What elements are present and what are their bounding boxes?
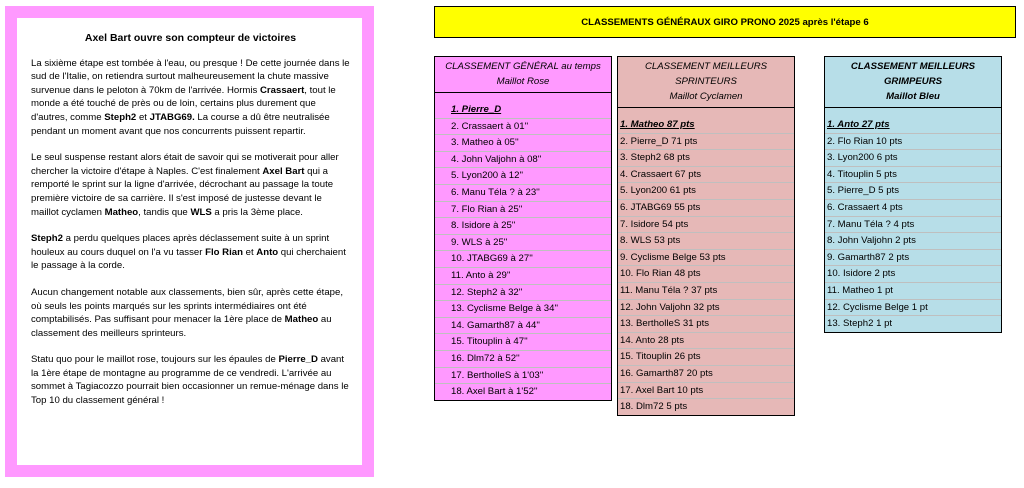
table-general-row: 12. Steph2 à 32'': [435, 285, 611, 302]
table-general-row: 14. Gamarth87 à 44'': [435, 318, 611, 335]
article-paragraph-3: [31, 232, 350, 273]
table-general-row: 1. Pierre_D: [435, 102, 611, 119]
table-general-row: 10. JTABG69 à 27'': [435, 251, 611, 268]
table-sprint-row: 13. BertholleS 31 pts: [618, 316, 794, 333]
table-general-row: 13. Cyclisme Belge à 34'': [435, 301, 611, 318]
article-body: [17, 18, 362, 465]
article-text: et: [242, 246, 257, 258]
table-sprint-row: 4. Crassaert 67 pts: [618, 167, 794, 184]
table-general-row: 7. Flo Rian à 25'': [435, 202, 611, 219]
table-sprint-row: 18. Dlm72 5 pts: [620, 401, 688, 413]
article-text: avant la 1ère étape de montagne au programme de ce vendredi. L'arrivée au sommet à Tagiacozzo pourrait bien occasionner un remue-ménage dans le Top 10 du classement général !: [31, 354, 349, 407]
article-bold-name: Matheo: [284, 314, 319, 326]
article-bold-name: Flo Rian: [205, 246, 243, 258]
article-bold-name: Crassaert: [260, 84, 305, 96]
article-bold-name: Matheo: [104, 206, 139, 218]
table-general-rows: [435, 93, 611, 400]
table-general-row: 15. Titouplin à 47'': [435, 334, 611, 351]
table-sprint-row: 8. WLS 53 pts: [618, 233, 794, 250]
table-sprint-row: 12. John Valjohn 32 pts: [618, 300, 794, 317]
article-text: a perdu quelques places après déclassement suite à un sprint houleux au cours duquel on l'a vu tasser: [31, 233, 330, 258]
table-general-row: 18. Axel Bart à 1'52'': [451, 386, 538, 398]
table-climb-rows: [825, 108, 1001, 332]
table-general-subtitle: Maillot Rose: [496, 76, 550, 87]
table-climb-row: 7. Manu Téla ? 4 pts: [825, 217, 1001, 234]
article-text: au classement des meilleurs sprinteurs.: [31, 314, 332, 339]
table-sprint-row: 15. Titouplin 26 pts: [618, 349, 794, 366]
article-bold-name: Axel Bart: [262, 165, 305, 177]
table-sprint-title: CLASSEMENT MEILLEURS SPRINTEURS: [644, 61, 768, 87]
table-sprint-row: 5. Lyon200 61 pts: [618, 183, 794, 200]
table-general-row: 4. John Valjohn à 08'': [435, 152, 611, 169]
table-climb-row: 3. Lyon200 6 pts: [825, 150, 1001, 167]
table-sprint-row: 14. Anto 28 pts: [618, 333, 794, 350]
table-sprint-row: 3. Steph2 68 pts: [618, 150, 794, 167]
article-bold-name: Pierre_D: [278, 354, 318, 366]
table-sprint-row: 7. Isidore 54 pts: [618, 217, 794, 234]
article-text: a pris la 3ème place.: [211, 206, 303, 218]
article-bold-name: WLS: [190, 206, 212, 218]
table-general-row: 8. Isidore à 25'': [435, 218, 611, 235]
table-climb-row: 6. Crassaert 4 pts: [825, 200, 1001, 217]
table-general-row: 17. BertholleS à 1'03'': [435, 368, 611, 385]
table-general-row: 2. Crassaert à 01'': [435, 119, 611, 136]
table-general-title: CLASSEMENT GÉNÉRAL au temps: [445, 61, 601, 72]
table-general: [434, 56, 612, 401]
table-climb-row: 11. Matheo 1 pt: [825, 283, 1001, 300]
table-climb-subtitle: Maillot Bleu: [886, 91, 940, 102]
table-climb-row: 8. John Valjohn 2 pts: [825, 233, 1001, 250]
article-text: et: [136, 111, 150, 123]
article-text: Le seul suspense restant alors était de savoir qui se motiverait pour aller chercher la victoire d'étape à Naples. C'est finalement: [31, 152, 339, 177]
table-sprint-row: 6. JTABG69 55 pts: [618, 200, 794, 217]
table-sprint-header: [618, 57, 794, 108]
article-text: qui a remporté le sprint sur la ligne d'arrivée, décrochant au passage la toute première victoire de sa carrière. Il s'est imposé de justesse devant le maillot cyclamen: [31, 165, 334, 218]
table-climb-row: 9. Gamarth87 2 pts: [825, 250, 1001, 267]
article-bold-name: Steph2: [104, 111, 137, 123]
table-climb-row: 1. Anto 27 pts: [825, 117, 1001, 134]
table-sprint: [617, 56, 795, 416]
table-climb-row: 13. Steph2 1 pt: [827, 318, 893, 330]
table-sprint-row: 2. Pierre_D 71 pts: [618, 134, 794, 151]
table-sprint-rows: [618, 108, 794, 415]
article-bold-name: JTABG69.: [149, 111, 195, 123]
article-text: Aucun changement notable aux classements, bien sûr, après cette étape, où seuls les points marqués sur les sprints intermédiaires ont été comptabilisés. Pas suffisant pour menacer la 1ère place de: [31, 286, 343, 326]
table-spacer: [618, 108, 794, 117]
article-bold-name: Steph2: [31, 233, 63, 245]
standings-banner: CLASSEMENTS GÉNÉRAUX GIRO PRONO 2025 après l'étape 6: [434, 6, 1016, 38]
table-sprint-row: 10. Flo Rian 48 pts: [618, 266, 794, 283]
table-general-row: 11. Anto à 29'': [435, 268, 611, 285]
article-panel: [5, 6, 374, 477]
table-sprint-subtitle: Maillot Cyclamen: [669, 91, 743, 102]
article-text: , tout le monde a été touché de près ou de loin, certains plus durement que d'autres, comme: [31, 84, 336, 123]
article-text: , tandis que: [138, 206, 191, 218]
table-climb-header: [825, 57, 1001, 108]
table-general-row: 3. Matheo à 05'': [435, 135, 611, 152]
table-sprint-row: 16. Gamarth87 20 pts: [618, 366, 794, 383]
article-text: Statu quo pour le maillot rose, toujours sur les épaules de: [31, 354, 279, 366]
table-climb-row: 10. Isidore 2 pts: [825, 266, 1001, 283]
table-climb-title: CLASSEMENT MEILLEURS GRIMPEURS: [850, 61, 976, 87]
article-text: La sixième étape est tombée à l'eau, ou presque ! De cette journée dans le sud de l'Italie, on retiendra surtout malheureusement la chute massive survenue dans le peloton à 70km de l'arrivée. Hormis: [31, 57, 350, 96]
article-text: La course a dû être neutralisée pendant un moment avant que nos concurrents puissent repartir.: [31, 111, 330, 137]
table-general-row: 9. WLS à 25'': [435, 235, 611, 252]
table-climb-row: 12. Cyclisme Belge 1 pt: [825, 300, 1001, 317]
table-general-header: [435, 57, 611, 93]
article-paragraph-5: [31, 353, 350, 407]
table-general-row: 6. Manu Téla ? à 23'': [435, 185, 611, 202]
article-text: qui cherchaient le passage à la corde.: [31, 246, 346, 272]
table-general-row: 5. Lyon200 à 12'': [435, 168, 611, 185]
article-paragraph-1: [31, 57, 350, 139]
table-sprint-row: 9. Cyclisme Belge 53 pts: [618, 250, 794, 267]
table-sprint-row: 17. Axel Bart 10 pts: [618, 383, 794, 400]
table-climb: [824, 56, 1002, 333]
article-title: Axel Bart ouvre son compteur de victoires: [84, 32, 297, 44]
table-spacer: [435, 93, 611, 102]
table-general-row: 16. Dlm72 à 52'': [435, 351, 611, 368]
table-spacer: [825, 108, 1001, 117]
article-paragraph-4: [31, 286, 350, 340]
table-sprint-row: 1. Matheo 87 pts: [618, 117, 794, 134]
article-paragraph-2: [31, 151, 350, 219]
table-climb-row: 4. Titouplin 5 pts: [825, 167, 1001, 184]
article-bold-name: Anto: [256, 246, 279, 258]
table-sprint-row: 11. Manu Téla ? 37 pts: [618, 283, 794, 300]
table-climb-row: 2. Flo Rian 10 pts: [825, 134, 1001, 151]
table-climb-row: 5. Pierre_D 5 pts: [825, 183, 1001, 200]
